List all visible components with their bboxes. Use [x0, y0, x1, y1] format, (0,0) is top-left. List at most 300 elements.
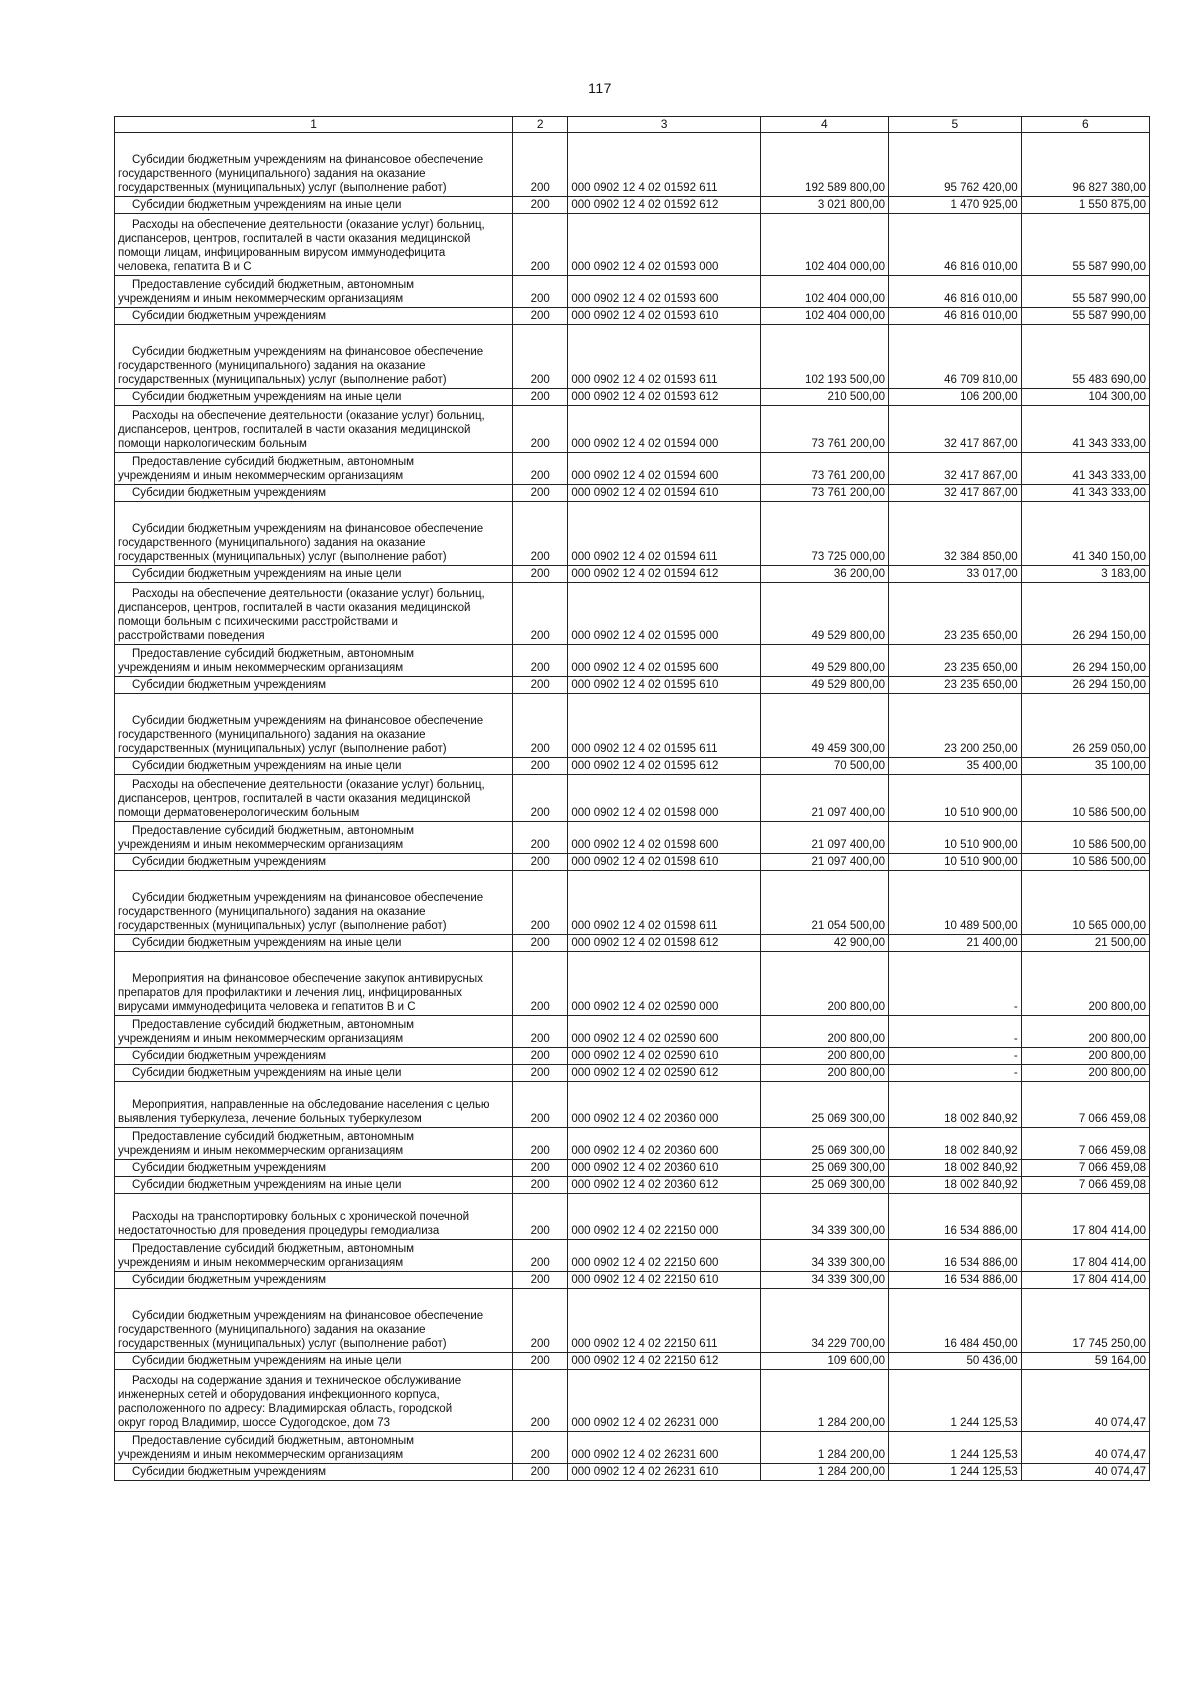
- row-value-plan: 109 600,00: [760, 1352, 888, 1369]
- header-col-4: 4: [760, 117, 888, 133]
- description-line: государственных (муниципальных) услуг (выполнение работ): [118, 742, 447, 755]
- table-row: [115, 1463, 1150, 1480]
- description-line: Расходы на содержание здания и техническое обслуживание: [132, 1374, 462, 1387]
- row-admin-code: 200: [513, 934, 568, 951]
- row-description: [115, 1271, 513, 1288]
- row-value-plan: 42 900,00: [760, 934, 888, 951]
- description-line: учреждениям и иным некоммерческим организациям: [118, 292, 404, 305]
- row-admin-code: 200: [513, 821, 568, 853]
- row-description: [115, 774, 513, 821]
- description-line: диспансеров, центров, госпиталей в части оказания медицинской: [118, 792, 471, 805]
- row-value-plan: 1 284 200,00: [760, 1369, 888, 1431]
- row-value-executed: 32 384 850,00: [889, 501, 1022, 565]
- row-value-executed: 10 489 500,00: [889, 870, 1022, 934]
- row-value-plan: 73 761 200,00: [760, 405, 888, 452]
- header-col-3: 3: [568, 117, 760, 133]
- row-description: [115, 1081, 513, 1127]
- description-line: учреждениям и иным некоммерческим организациям: [118, 661, 404, 674]
- row-budget-code: 000 0902 12 4 02 01594 610: [568, 484, 760, 501]
- table-row: [115, 821, 1150, 853]
- row-value-remaining: 96 827 380,00: [1021, 132, 1149, 196]
- row-budget-code: 000 0902 12 4 02 20360 612: [568, 1176, 760, 1193]
- table-row: [115, 1352, 1150, 1369]
- table-row: [115, 1127, 1150, 1159]
- row-value-remaining: 7 066 459,08: [1021, 1127, 1149, 1159]
- row-budget-code: 000 0902 12 4 02 01595 000: [568, 582, 760, 644]
- description-line: Расходы на транспортировку больных с хронической почечной: [132, 1210, 470, 1223]
- row-admin-code: 200: [513, 644, 568, 676]
- row-value-remaining: 41 340 150,00: [1021, 501, 1149, 565]
- row-value-remaining: 10 586 500,00: [1021, 774, 1149, 821]
- row-value-remaining: 10 565 000,00: [1021, 870, 1149, 934]
- row-value-remaining: 200 800,00: [1021, 1015, 1149, 1047]
- row-value-remaining: 10 586 500,00: [1021, 821, 1149, 853]
- row-admin-code: 200: [513, 1463, 568, 1480]
- table-row: [115, 951, 1150, 1015]
- row-value-executed: 1 470 925,00: [889, 196, 1022, 213]
- row-admin-code: 200: [513, 452, 568, 484]
- row-value-remaining: 17 804 414,00: [1021, 1193, 1149, 1239]
- description-line: Субсидии бюджетным учреждениям на иные цели: [132, 198, 402, 211]
- row-budget-code: 000 0902 12 4 02 22150 612: [568, 1352, 760, 1369]
- row-admin-code: 200: [513, 1081, 568, 1127]
- description-line: государственного (муниципального) задания на оказание: [118, 359, 426, 372]
- table-row: [115, 1159, 1150, 1176]
- table-row: [115, 1193, 1150, 1239]
- row-admin-code: 200: [513, 565, 568, 582]
- table-row: [115, 1015, 1150, 1047]
- row-budget-code: 000 0902 12 4 02 20360 600: [568, 1127, 760, 1159]
- row-description: [115, 821, 513, 853]
- row-budget-code: 000 0902 12 4 02 01594 612: [568, 565, 760, 582]
- row-description: [115, 853, 513, 870]
- budget-table: [114, 116, 1150, 1481]
- row-admin-code: 200: [513, 1176, 568, 1193]
- row-value-executed: 23 200 250,00: [889, 693, 1022, 757]
- table-row: [115, 405, 1150, 452]
- table-row: [115, 307, 1150, 324]
- row-value-plan: 102 404 000,00: [760, 275, 888, 307]
- table-row: [115, 565, 1150, 582]
- row-value-executed: 18 002 840,92: [889, 1176, 1022, 1193]
- row-description: [115, 275, 513, 307]
- table-row: [115, 324, 1150, 388]
- row-value-plan: 25 069 300,00: [760, 1127, 888, 1159]
- row-value-plan: 70 500,00: [760, 757, 888, 774]
- description-line: Субсидии бюджетным учреждениям: [132, 1049, 327, 1062]
- row-description: [115, 870, 513, 934]
- row-value-executed: 32 417 867,00: [889, 484, 1022, 501]
- description-line: округ город Владимир, шоссе Судогодское, дом 73: [118, 1416, 391, 1429]
- row-admin-code: 200: [513, 307, 568, 324]
- table-header: [115, 117, 1150, 133]
- row-budget-code: 000 0902 12 4 02 26231 610: [568, 1463, 760, 1480]
- table-row: [115, 1431, 1150, 1463]
- row-admin-code: 200: [513, 693, 568, 757]
- description-line: Мероприятия на финансовое обеспечение закупок антивирусных: [132, 972, 483, 985]
- description-line: государственных (муниципальных) услуг (выполнение работ): [118, 919, 447, 932]
- row-value-plan: 21 097 400,00: [760, 774, 888, 821]
- table-row: [115, 1271, 1150, 1288]
- description-line: государственного (муниципального) задания на оказание: [118, 536, 426, 549]
- row-value-plan: 25 069 300,00: [760, 1081, 888, 1127]
- row-value-plan: 49 529 800,00: [760, 582, 888, 644]
- table-row: [115, 213, 1150, 275]
- row-admin-code: 200: [513, 853, 568, 870]
- description-line: государственных (муниципальных) услуг (выполнение работ): [118, 181, 447, 194]
- row-description: [115, 1463, 513, 1480]
- description-line: Мероприятия, направленные на обследование населения с целью: [132, 1098, 490, 1111]
- description-line: Субсидии бюджетным учреждениям на иные цели: [132, 1066, 402, 1079]
- row-budget-code: 000 0902 12 4 02 01595 612: [568, 757, 760, 774]
- description-line: учреждениям и иным некоммерческим организациям: [118, 838, 404, 851]
- row-value-plan: 49 529 800,00: [760, 644, 888, 676]
- row-value-executed: 32 417 867,00: [889, 452, 1022, 484]
- description-line: государственного (муниципального) задания на оказание: [118, 167, 426, 180]
- row-value-plan: 73 761 200,00: [760, 452, 888, 484]
- row-budget-code: 000 0902 12 4 02 01593 600: [568, 275, 760, 307]
- row-description: [115, 213, 513, 275]
- row-value-plan: 73 725 000,00: [760, 501, 888, 565]
- row-value-executed: 46 709 810,00: [889, 324, 1022, 388]
- table-row: [115, 853, 1150, 870]
- row-value-executed: 106 200,00: [889, 388, 1022, 405]
- row-admin-code: 200: [513, 1127, 568, 1159]
- description-line: диспансеров, центров, госпиталей в части оказания медицинской: [118, 601, 471, 614]
- row-description: [115, 693, 513, 757]
- row-value-plan: 21 054 500,00: [760, 870, 888, 934]
- row-value-remaining: 26 259 050,00: [1021, 693, 1149, 757]
- description-line: Субсидии бюджетным учреждениям на финансовое обеспечение: [132, 522, 484, 535]
- description-line: Расходы на обеспечение деятельности (оказание услуг) больниц,: [132, 778, 485, 791]
- row-value-executed: 16 534 886,00: [889, 1239, 1022, 1271]
- table-row: [115, 501, 1150, 565]
- row-value-remaining: 40 074,47: [1021, 1463, 1149, 1480]
- description-line: Расходы на обеспечение деятельности (оказание услуг) больниц,: [132, 218, 485, 231]
- row-description: [115, 565, 513, 582]
- description-line: государственных (муниципальных) услуг (выполнение работ): [118, 550, 447, 563]
- row-value-executed: 46 816 010,00: [889, 307, 1022, 324]
- row-description: [115, 1239, 513, 1271]
- table-row: [115, 774, 1150, 821]
- description-line: Субсидии бюджетным учреждениям на иные цели: [132, 1178, 402, 1191]
- row-value-plan: 34 339 300,00: [760, 1271, 888, 1288]
- row-budget-code: 000 0902 12 4 02 02590 600: [568, 1015, 760, 1047]
- row-value-remaining: 40 074,47: [1021, 1369, 1149, 1431]
- row-description: [115, 676, 513, 693]
- row-value-plan: 21 097 400,00: [760, 853, 888, 870]
- row-budget-code: 000 0902 12 4 02 26231 600: [568, 1431, 760, 1463]
- row-description: [115, 324, 513, 388]
- row-value-remaining: 59 164,00: [1021, 1352, 1149, 1369]
- table-row: [115, 934, 1150, 951]
- row-admin-code: 200: [513, 1015, 568, 1047]
- row-description: [115, 582, 513, 644]
- row-value-remaining: 41 343 333,00: [1021, 405, 1149, 452]
- description-line: Субсидии бюджетным учреждениям: [132, 855, 327, 868]
- row-admin-code: 200: [513, 1431, 568, 1463]
- row-value-plan: 73 761 200,00: [760, 484, 888, 501]
- row-value-executed: 23 235 650,00: [889, 676, 1022, 693]
- description-line: вирусами иммунодефицита человека и гепатитов В и С: [118, 1000, 416, 1013]
- row-value-plan: 192 589 800,00: [760, 132, 888, 196]
- row-value-remaining: 55 587 990,00: [1021, 213, 1149, 275]
- row-value-remaining: 41 343 333,00: [1021, 452, 1149, 484]
- row-admin-code: 200: [513, 1271, 568, 1288]
- row-admin-code: 200: [513, 951, 568, 1015]
- row-value-plan: 200 800,00: [760, 1047, 888, 1064]
- description-line: Субсидии бюджетным учреждениям на финансовое обеспечение: [132, 345, 484, 358]
- description-line: Предоставление субсидий бюджетным, автономным: [132, 278, 415, 291]
- row-description: [115, 1064, 513, 1081]
- row-value-remaining: 55 587 990,00: [1021, 307, 1149, 324]
- row-value-plan: 34 229 700,00: [760, 1288, 888, 1352]
- description-line: Расходы на обеспечение деятельности (оказание услуг) больниц,: [132, 409, 485, 422]
- row-value-executed: 10 510 900,00: [889, 774, 1022, 821]
- description-line: учреждениям и иным некоммерческим организациям: [118, 1256, 404, 1269]
- row-admin-code: 200: [513, 774, 568, 821]
- row-budget-code: 000 0902 12 4 02 01593 611: [568, 324, 760, 388]
- description-line: Субсидии бюджетным учреждениям на иные цели: [132, 1354, 402, 1367]
- description-line: недостаточностью для проведения процедуры гемодиализа: [118, 1224, 440, 1237]
- table-row: [115, 452, 1150, 484]
- row-value-executed: -: [889, 951, 1022, 1015]
- row-description: [115, 1369, 513, 1431]
- row-value-plan: 200 800,00: [760, 1064, 888, 1081]
- row-budget-code: 000 0902 12 4 02 01594 611: [568, 501, 760, 565]
- description-line: Предоставление субсидий бюджетным, автономным: [132, 455, 415, 468]
- row-budget-code: 000 0902 12 4 02 01594 600: [568, 452, 760, 484]
- row-budget-code: 000 0902 12 4 02 01595 600: [568, 644, 760, 676]
- row-admin-code: 200: [513, 1352, 568, 1369]
- row-description: [115, 405, 513, 452]
- row-value-executed: 1 244 125,53: [889, 1463, 1022, 1480]
- table-row: [115, 1239, 1150, 1271]
- description-line: диспансеров, центров, госпиталей в части оказания медицинской: [118, 232, 471, 245]
- table-body: [115, 132, 1150, 1480]
- row-value-plan: 21 097 400,00: [760, 821, 888, 853]
- description-line: Субсидии бюджетным учреждениям на иные цели: [132, 759, 402, 772]
- description-line: Субсидии бюджетным учреждениям на иные цели: [132, 936, 402, 949]
- description-line: учреждениям и иным некоммерческим организациям: [118, 1144, 404, 1157]
- row-description: [115, 388, 513, 405]
- table-row: [115, 1064, 1150, 1081]
- description-line: учреждениям и иным некоммерческим организациям: [118, 469, 404, 482]
- table-row: [115, 644, 1150, 676]
- table-row: [115, 676, 1150, 693]
- row-admin-code: 200: [513, 275, 568, 307]
- description-line: помощи лицам, инфицированным вирусом иммунодефицита: [118, 246, 446, 259]
- row-admin-code: 200: [513, 324, 568, 388]
- header-col-5: 5: [889, 117, 1022, 133]
- table-row: [115, 1369, 1150, 1431]
- row-value-executed: -: [889, 1064, 1022, 1081]
- table-row: [115, 1288, 1150, 1352]
- row-value-plan: 210 500,00: [760, 388, 888, 405]
- description-line: человека, гепатита В и С: [118, 260, 252, 273]
- row-value-executed: 18 002 840,92: [889, 1127, 1022, 1159]
- table-row: [115, 1176, 1150, 1193]
- row-value-plan: 200 800,00: [760, 951, 888, 1015]
- row-value-executed: 16 534 886,00: [889, 1271, 1022, 1288]
- row-value-executed: -: [889, 1015, 1022, 1047]
- row-value-plan: 102 404 000,00: [760, 213, 888, 275]
- row-admin-code: 200: [513, 1369, 568, 1431]
- row-value-executed: 18 002 840,92: [889, 1081, 1022, 1127]
- description-line: помощи наркологическим больным: [118, 437, 307, 450]
- row-admin-code: 200: [513, 501, 568, 565]
- row-budget-code: 000 0902 12 4 02 01593 612: [568, 388, 760, 405]
- row-budget-code: 000 0902 12 4 02 01595 611: [568, 693, 760, 757]
- row-budget-code: 000 0902 12 4 02 02590 610: [568, 1047, 760, 1064]
- row-value-executed: 18 002 840,92: [889, 1159, 1022, 1176]
- row-value-executed: -: [889, 1047, 1022, 1064]
- row-value-remaining: 200 800,00: [1021, 1064, 1149, 1081]
- row-budget-code: 000 0902 12 4 02 01592 611: [568, 132, 760, 196]
- description-line: государственного (муниципального) задания на оказание: [118, 905, 426, 918]
- description-line: Субсидии бюджетным учреждениям на иные цели: [132, 567, 402, 580]
- description-line: Субсидии бюджетным учреждениям: [132, 1161, 327, 1174]
- description-line: Субсидии бюджетным учреждениям: [132, 309, 327, 322]
- description-line: Предоставление субсидий бюджетным, автономным: [132, 647, 415, 660]
- description-line: Предоставление субсидий бюджетным, автономным: [132, 824, 415, 837]
- row-budget-code: 000 0902 12 4 02 01598 610: [568, 853, 760, 870]
- row-value-plan: 102 193 500,00: [760, 324, 888, 388]
- row-value-remaining: 26 294 150,00: [1021, 676, 1149, 693]
- table-row: [115, 1081, 1150, 1127]
- row-budget-code: 000 0902 12 4 02 01598 611: [568, 870, 760, 934]
- row-value-plan: 36 200,00: [760, 565, 888, 582]
- row-value-executed: 10 510 900,00: [889, 821, 1022, 853]
- row-value-executed: 46 816 010,00: [889, 275, 1022, 307]
- row-value-plan: 1 284 200,00: [760, 1463, 888, 1480]
- row-value-plan: 102 404 000,00: [760, 307, 888, 324]
- row-value-remaining: 41 343 333,00: [1021, 484, 1149, 501]
- row-value-remaining: 200 800,00: [1021, 951, 1149, 1015]
- description-line: расположенного по адресу: Владимирская область, городской: [118, 1402, 453, 1415]
- description-line: Субсидии бюджетным учреждениям на финансовое обеспечение: [132, 714, 484, 727]
- table-row: [115, 132, 1150, 196]
- table-row: [115, 870, 1150, 934]
- row-budget-code: 000 0902 12 4 02 02590 000: [568, 951, 760, 1015]
- row-value-remaining: 10 586 500,00: [1021, 853, 1149, 870]
- row-budget-code: 000 0902 12 4 02 02590 612: [568, 1064, 760, 1081]
- row-admin-code: 200: [513, 213, 568, 275]
- row-value-plan: 3 021 800,00: [760, 196, 888, 213]
- row-value-remaining: 40 074,47: [1021, 1431, 1149, 1463]
- row-value-remaining: 55 587 990,00: [1021, 275, 1149, 307]
- row-value-executed: 50 436,00: [889, 1352, 1022, 1369]
- row-admin-code: 200: [513, 196, 568, 213]
- row-value-remaining: 7 066 459,08: [1021, 1159, 1149, 1176]
- row-value-remaining: 7 066 459,08: [1021, 1176, 1149, 1193]
- description-line: Расходы на обеспечение деятельности (оказание услуг) больниц,: [132, 587, 485, 600]
- row-budget-code: 000 0902 12 4 02 22150 610: [568, 1271, 760, 1288]
- description-line: Субсидии бюджетным учреждениям: [132, 486, 327, 499]
- row-budget-code: 000 0902 12 4 02 22150 611: [568, 1288, 760, 1352]
- row-value-executed: 23 235 650,00: [889, 582, 1022, 644]
- row-description: [115, 452, 513, 484]
- row-budget-code: 000 0902 12 4 02 01595 610: [568, 676, 760, 693]
- row-description: [115, 757, 513, 774]
- row-admin-code: 200: [513, 405, 568, 452]
- description-line: Предоставление субсидий бюджетным, автономным: [132, 1018, 415, 1031]
- description-line: диспансеров, центров, госпиталей в части оказания медицинской: [118, 423, 471, 436]
- description-line: Субсидии бюджетным учреждениям: [132, 678, 327, 691]
- row-admin-code: 200: [513, 1288, 568, 1352]
- row-budget-code: 000 0902 12 4 02 01592 612: [568, 196, 760, 213]
- table-row: [115, 693, 1150, 757]
- row-budget-code: 000 0902 12 4 02 22150 000: [568, 1193, 760, 1239]
- row-value-plan: 49 459 300,00: [760, 693, 888, 757]
- row-description: [115, 1159, 513, 1176]
- row-budget-code: 000 0902 12 4 02 20360 000: [568, 1081, 760, 1127]
- row-value-remaining: 17 804 414,00: [1021, 1239, 1149, 1271]
- page-number: 117: [588, 80, 612, 96]
- row-description: [115, 1193, 513, 1239]
- table-row: [115, 275, 1150, 307]
- description-line: государственного (муниципального) задания на оказание: [118, 1323, 426, 1336]
- row-value-plan: 25 069 300,00: [760, 1176, 888, 1193]
- row-value-remaining: 26 294 150,00: [1021, 644, 1149, 676]
- row-description: [115, 1047, 513, 1064]
- description-line: государственных (муниципальных) услуг (выполнение работ): [118, 373, 447, 386]
- description-line: препаратов для профилактики и лечения лиц, инфицированных: [118, 986, 462, 999]
- description-line: Субсидии бюджетным учреждениям: [132, 1273, 327, 1286]
- row-description: [115, 484, 513, 501]
- row-value-remaining: 17 745 250,00: [1021, 1288, 1149, 1352]
- row-budget-code: 000 0902 12 4 02 01598 000: [568, 774, 760, 821]
- row-description: [115, 501, 513, 565]
- row-admin-code: 200: [513, 388, 568, 405]
- description-line: Субсидии бюджетным учреждениям на финансовое обеспечение: [132, 891, 484, 904]
- row-budget-code: 000 0902 12 4 02 20360 610: [568, 1159, 760, 1176]
- table-row: [115, 388, 1150, 405]
- row-admin-code: 200: [513, 132, 568, 196]
- row-value-executed: 1 244 125,53: [889, 1369, 1022, 1431]
- row-description: [115, 1352, 513, 1369]
- description-line: учреждениям и иным некоммерческим организациям: [118, 1448, 404, 1461]
- row-description: [115, 1127, 513, 1159]
- description-line: Предоставление субсидий бюджетным, автономным: [132, 1130, 415, 1143]
- row-admin-code: 200: [513, 676, 568, 693]
- row-description: [115, 951, 513, 1015]
- row-admin-code: 200: [513, 757, 568, 774]
- row-value-executed: 10 510 900,00: [889, 853, 1022, 870]
- row-admin-code: 200: [513, 582, 568, 644]
- row-value-executed: 33 017,00: [889, 565, 1022, 582]
- description-line: помощи больным с психическими расстройствами и: [118, 615, 398, 628]
- row-description: [115, 132, 513, 196]
- row-value-plan: 34 339 300,00: [760, 1193, 888, 1239]
- row-budget-code: 000 0902 12 4 02 01598 600: [568, 821, 760, 853]
- description-line: Предоставление субсидий бюджетным, автономным: [132, 1434, 415, 1447]
- row-admin-code: 200: [513, 1047, 568, 1064]
- header-col-2: 2: [513, 117, 568, 133]
- row-value-remaining: 200 800,00: [1021, 1047, 1149, 1064]
- table-row: [115, 1047, 1150, 1064]
- row-value-remaining: 104 300,00: [1021, 388, 1149, 405]
- row-value-executed: 95 762 420,00: [889, 132, 1022, 196]
- row-budget-code: 000 0902 12 4 02 26231 000: [568, 1369, 760, 1431]
- row-description: [115, 196, 513, 213]
- row-value-plan: 200 800,00: [760, 1015, 888, 1047]
- row-admin-code: 200: [513, 1193, 568, 1239]
- row-value-remaining: 1 550 875,00: [1021, 196, 1149, 213]
- row-value-executed: 46 816 010,00: [889, 213, 1022, 275]
- row-description: [115, 1431, 513, 1463]
- row-value-executed: 23 235 650,00: [889, 644, 1022, 676]
